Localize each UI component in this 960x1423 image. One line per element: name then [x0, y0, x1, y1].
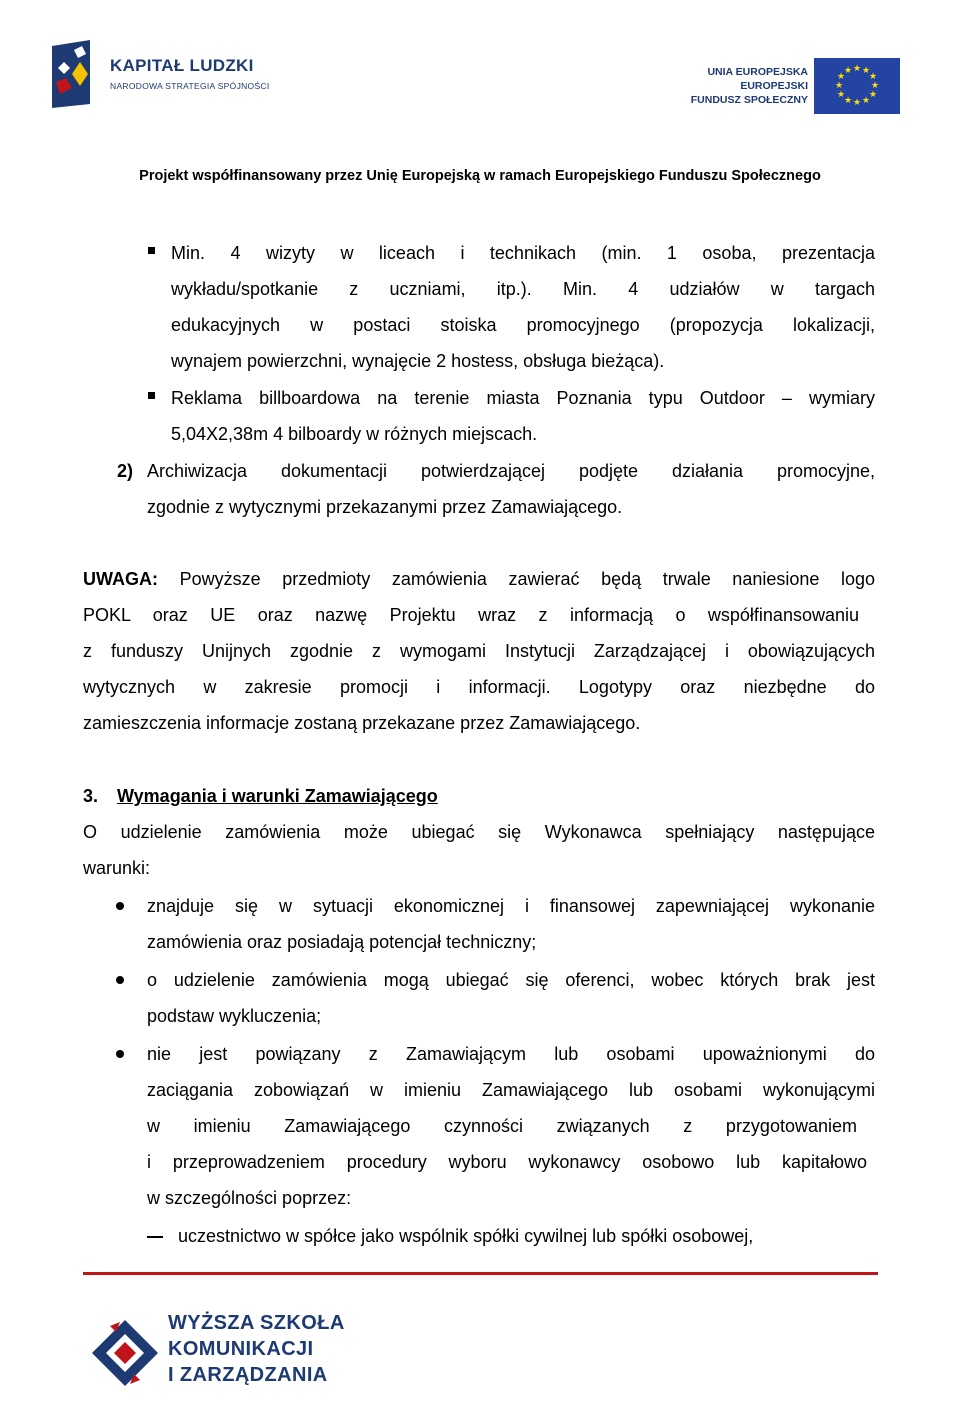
school-line-2: KOMUNIKACJI: [168, 1338, 314, 1360]
bullet1-line: wynajem powierzchni, wynajęcie 2 hostess, obsługa bieżąca).: [171, 351, 665, 371]
svg-text:★: ★: [868, 72, 878, 82]
kapital-ludzki-emblem-icon: [44, 38, 104, 110]
svg-text:★: ★: [836, 72, 846, 82]
funding-note: Projekt współfinansowany przez Unię Europejską w ramach Europejskiego Funduszu Społecznego: [139, 168, 821, 184]
svg-text:★: ★: [852, 64, 862, 74]
eu-line-1: UNIA EUROPEJSKA: [707, 66, 808, 78]
bullet1-line: wykładu/spotkanie z uczniami, itp.). Min. 4 udziałów w targach: [171, 279, 875, 299]
school-line-3: I ZARZĄDZANIA: [168, 1364, 328, 1386]
intro-line: warunki:: [83, 858, 151, 878]
uwaga-line: zamieszczenia informacje zostaną przekazane przez Zamawiającego.: [83, 713, 641, 733]
cond3-line: i przeprowadzeniem procedury wyboru wykonawcy osobowo lub kapitałowo: [147, 1152, 867, 1172]
intro-line: O udzielenie zamówienia może ubiegać się Wykonawca spełniający następujące: [83, 822, 875, 842]
svg-text:★: ★: [870, 81, 880, 91]
uwaga-line: wytycznych w zakresie promocji i informacji. Logotypy oraz niezbędne do: [83, 677, 875, 697]
section-number: 3.: [83, 786, 99, 806]
svg-text:★: ★: [843, 66, 853, 76]
round-bullet-icon: [116, 1050, 124, 1058]
kapital-ludzki-logo: [44, 38, 284, 110]
bullet2-line: 5,04X2,38m 4 bilboardy w różnych miejscach.: [171, 424, 538, 444]
uwaga-line: POKL oraz UE oraz nazwę Projektu wraz z informacją o współfinansowaniu: [83, 605, 859, 625]
cond1-line: znajduje się w sytuacji ekonomicznej i finansowej zapewniającej wykonanie: [147, 896, 875, 916]
eu-line-2: EUROPEJSKI: [740, 80, 808, 92]
svg-text:★: ★: [861, 96, 871, 106]
square-bullet-icon: [148, 392, 155, 399]
school-line-1: WYŻSZA SZKOŁA: [168, 1312, 345, 1334]
svg-text:★: ★: [843, 96, 853, 106]
uwaga-label: UWAGA:: [83, 569, 158, 589]
kapital-ludzki-title: KAPITAŁ LUDZKI: [110, 56, 254, 75]
eu-logo: [690, 58, 900, 114]
svg-text:★: ★: [852, 98, 862, 108]
svg-text:★: ★: [836, 90, 846, 100]
dash-bullet-icon: [147, 1236, 163, 1238]
cond2-line: o udzielenie zamówienia mogą ubiegać się oferenci, wobec których brak jest: [147, 970, 875, 990]
eu-line-3: FUNDUSZ SPOŁECZNY: [690, 94, 808, 106]
cond3-line: w szczególności poprzez:: [147, 1188, 352, 1208]
svg-text:★: ★: [834, 81, 844, 91]
uwaga-line: UWAGA: Powyższe przedmioty zamówienia zawierać będą trwale naniesione logo: [83, 569, 875, 589]
uwaga-line: z funduszy Unijnych zgodnie z wymogami Instytucji Zarządzającej i obowiązujących: [83, 641, 875, 661]
cond2-line: podstaw wykluczenia;: [147, 1006, 322, 1026]
round-bullet-icon: [116, 902, 124, 910]
svg-text:★: ★: [868, 90, 878, 100]
bullet2-line: Reklama billboardowa na terenie miasta Poznania typu Outdoor – wymiary: [171, 388, 875, 408]
eu-flag-icon: [814, 58, 900, 114]
cond3-line: zaciągania zobowiązań w imieniu Zamawiającego lub osobami wykonującymi: [147, 1080, 875, 1100]
item2-line: Archiwizacja dokumentacji potwierdzającej podjęte działania promocyjne,: [147, 461, 875, 481]
section-title: Wymagania i warunki Zamawiającego: [117, 786, 438, 806]
school-logo: [90, 1312, 350, 1394]
bullet1-line: edukacyjnych w postaci stoiska promocyjnego (propozycja lokalizacji,: [171, 315, 875, 335]
kapital-ludzki-subtitle: NARODOWA STRATEGIA SPÓJNOŚCI: [110, 81, 270, 91]
item2-number: 2): [117, 461, 134, 481]
square-bullet-icon: [148, 247, 155, 254]
cond3-line: w imieniu Zamawiającego czynności związanych z przygotowaniem: [147, 1116, 857, 1136]
round-bullet-icon: [116, 976, 124, 984]
item2-line: zgodnie z wytycznymi przekazanymi przez Zamawiającego.: [147, 497, 623, 517]
svg-text:★: ★: [861, 66, 871, 76]
school-emblem-icon: [90, 1318, 160, 1388]
cond1-line: zamówienia oraz posiadają potencjał techniczny;: [147, 932, 537, 952]
bullet1-line: Min. 4 wizyty w liceach i technikach (min. 1 osoba, prezentacja: [171, 243, 875, 263]
cond3-line: nie jest powiązany z Zamawiającym lub osobami upoważnionymi do: [147, 1044, 875, 1064]
dash-item: uczestnictwo w spółce jako wspólnik spółki cywilnej lub spółki osobowej,: [178, 1226, 754, 1246]
footer-divider: [83, 1272, 878, 1275]
